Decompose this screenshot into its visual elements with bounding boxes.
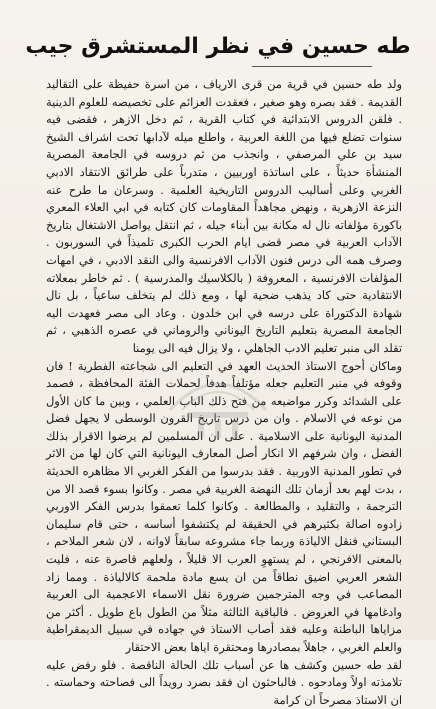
title-underline [252,66,372,67]
article-title: طه حسين في نظر المستشرق جيب [25,34,411,59]
paragraph-3: لقد طه حسين وكشف ها عن أسباب تلك الحالة الناقصة . فلو رفض عليه تلامذته اولاً ومادحوه . فالباحثون ان فقد بصرد رويداً الى فصاحته وحماسته . ان الاستاذ مصرحاً ان كرامة [46,657,402,707]
header [0,34,436,59]
paragraph-2: وماكان أحوج الاستاذ الحديث العهد في التعليم الى شجاعته الفطرية ! فان وقوفه في منبر التعليم جعله مؤتلفاً هدفاً لحملات الفئة المحافظة ، فصمد على الشدائد وكرر مواضيعه من فتح ذلك الباب العلمي ، وبين ما كان الأول من نوعه في الاسلام . وان من درس تاريخ القرون الوسطى لا يجهل فضل المدنية اليونانية على الاسلامية . على ان المسلمين لم يرضوا الاقرار بذلك الفضل ، وان شرفهم الا انكار أصل المعارف اليونانية التي كان لها من الاثر في تطور المدنية الاوربية . فقد بدرسوا من الفكر الغربي الا مظاهره الحديثة ، بدت لهم بعد أزمان تلك النهضة الغربية في مصر . وكانوا بسوء قصد الا من الترجمة ، والتقليد ، والمطالعة . وكانوا كلما تعمقوا بدرس الفكر الاوربي زادوه اصالة بكثيرهم في الحقيقة لم يكتشفوا أساسه ، حتى قام سليمان البستاني فنقل الالياذة وربما جاء مشروعه سابقاً لاوانه ، لان شعر الملاحم ، بالمعنى الافرنجي ، لم يستهوِ العرب الا قليلاً ، ولعلهم قاصرة عنه ، فليت الشعر العربي اضيق نطاقاً من ان يسع مادة ملحمة كالالياذة . ومما زاد المصاعب في وجه المترجمين ضرورة نقل الاسماء الاعجمية الى العربية وادغامها في العروض . فالباقية الثالثة مثلاً من الطول باع طويل . أكثر من مزاياها الباطنة وعليه فقد أصاب الاستاذ في جهاده في سبيل الديمقراطية والعلم الغربي ، جاهلاً بمصادرها ومحتقرة اياها بعض الاحتقار [46,358,402,654]
paragraph-1: ولد طه حسين في قرية من قرى الارياف ، من اسرة حفيظة على التقاليد القديمة . فقد بصره وهو صغير ، فعقدت العزائم على تخصيصه للعلوم الدينية . فلقن الدروس الابتدائية في كتاب القرية ، ثم دخل الازهر ، فقضى فيه سنوات تضلع فيها من اللغة العربية ، واطلع ميله لآدابها تحت اشراف الشيخ سيد بن علي المرصفي ، وانجذب من ثم دروسه في الجامعة المصرية المنشأة حديثاً ، على اساتذة اوربيين ، متدرباً على طرائق الانتقاد الادبي الغربي وعلى أساليب الدروس التاريخية العلمية . وسرعان ما طرح عنه النزعة الازهرية ، ونهض مجاهداً المقاومات كان كتابه في ابي العلاء المعري باكورة مؤلفاته نال له مكانة بين أبناء جيله ، ثم انتقل يواصل الاشتغال بتاريخ الآداب العربية في مصر قضى ايام الحرب الكبرى تلميذاً في السوربون . وصرف همه الى درس فنون الآداب الافرنسية والى النقد الادبي ، في امهات المؤلفات الافرنسية ، المعروفة ( بالكلاسيك والمدرسية ) . ثم خاطر بمعلاته الانتقادية حتى كاد يذهب ضحية لها ، ومع ذلك لم يتخلف ساعياً ، بل نال شهادة الدكتوراة على درسه في ابن خلدون . وعاد الى مصر فعهدت اليه الجامعة المصرية بتعليم التاريخ اليوناني والروماني في عصره الذهبي ، ثم تقلد الى منبر تعليم الادب الجاهلي ، ولا يزال فيه الى يومنا [46,77,402,355]
article-body [46,76,402,707]
